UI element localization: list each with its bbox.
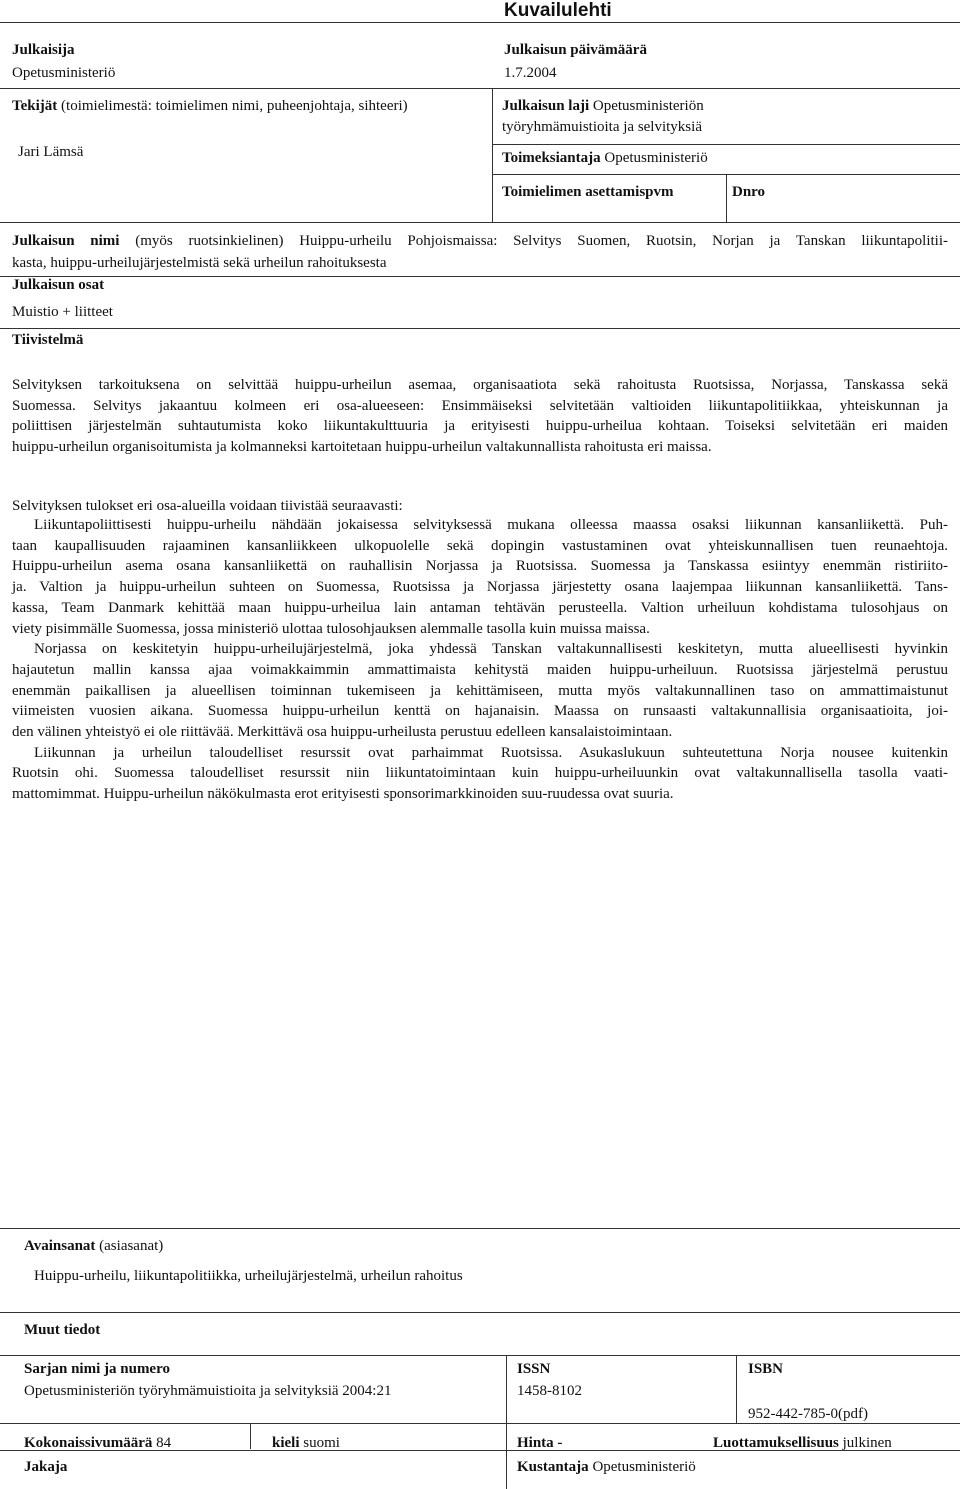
pub-name-line-1	[12, 233, 948, 250]
text-line: Norjassa on keskitetyin huippu-urheilujärjestelmä, joka yhdessä Tanskan valtakunnallisesti keskitetyn, mutta alueellisesti hyvinkin	[34, 641, 948, 658]
pub-name-label: Julkaisun nimi	[12, 233, 120, 249]
publisher-value: Opetusministeriö	[12, 65, 116, 81]
series-label: Sarjan nimi ja numero	[24, 1361, 170, 1377]
summary-intro: Selvityksen tulokset eri osa-alueilla voidaan tiivistää seuraavasti:	[12, 498, 403, 514]
keywords-label-row	[24, 1238, 163, 1255]
text-line: ja. Valtion ja huippu-urheilun suhteen on Suomessa, Ruotsissa ja Norjassa järjestetty osana laajempaa liikunnan kansanliikettä. Tans-	[12, 579, 948, 596]
publisher-bottom-row	[517, 1459, 696, 1476]
pages-label: Kokonaissivumäärä	[24, 1435, 153, 1451]
text-line: huippu-urheilun organisoitumista ja kolmanneksi kartoitetaan huippu-urheilun valtakunnallista rahoitusta eri maissa.	[12, 439, 712, 456]
divider	[492, 144, 960, 145]
publisher-label: Julkaisija	[12, 42, 75, 58]
other-info-label: Muut tiedot	[24, 1322, 101, 1338]
divider	[726, 174, 727, 222]
divider	[0, 328, 960, 329]
authors-label-rest: (toimielimestä: toimielimen nimi, puheenjohtaja, sihteeri)	[57, 98, 408, 114]
pub-date-value: 1.7.2004	[504, 65, 557, 81]
pub-name-text-2: kasta, huippu-urheilujärjestelmistä sekä urheilun rahoituksesta	[12, 255, 387, 271]
issn-value: 1458-8102	[517, 1383, 582, 1399]
pub-type-label: Julkaisun laji	[502, 98, 590, 114]
summary-paragraph-1	[12, 375, 948, 458]
parts-label: Julkaisun osat	[12, 277, 105, 293]
text-line: Huippu-urheilun asema osana kansanliikettä on rauhallisin Norjassa ja Ruotsissa. Suomessa ja Tanskassa esiintyy enemmän ristiriito-	[12, 558, 948, 575]
divider	[0, 1355, 960, 1356]
divider	[0, 22, 960, 23]
commissioner-row	[502, 150, 708, 167]
text-line: Suomessa. Selvitys jakaantuu kolmeen eri osa-alueeseen: Ensimmäiseksi selvitetään valtioiden liikuntapolitiikkaa, yhteiskunnan ja	[12, 397, 948, 414]
price-label: Hinta -	[517, 1435, 563, 1451]
text-line: mattomimmat. Huippu-urheilun näkökulmasta erot erityisesti sponsorimarkkinoiden suu-ruudessa ovat suuria.	[12, 786, 674, 803]
pub-date-label: Julkaisun päivämäärä	[504, 42, 647, 58]
text-line: den välinen yhteistyö ei ole riittävää. Merkittävä osa huippu-urheilusta perustuu edelleen kansalaistoimintaan.	[12, 724, 673, 741]
pub-name-text-1: (myös ruotsinkielinen) Huippu-urheilu Pohjoismaissa: Selvitys Suomen, Ruotsin, Norjan ja Tanskan liikuntapolitii-	[135, 233, 948, 249]
divider	[0, 88, 960, 89]
parts-value: Muistio + liitteet	[12, 304, 113, 320]
summary-label: Tiivistelmä	[12, 332, 84, 348]
confidentiality-label: Luottamuksellisuus	[713, 1435, 839, 1451]
text-line: Liikunnan ja urheilun taloudelliset resurssit ovat parhaimmat Ruotsissa. Asukaslukuun suhteutettuna Norja nousee kuitenkin	[34, 744, 948, 761]
publisher-bottom-label: Kustantaja	[517, 1459, 589, 1475]
text-line: poliittisen järjestelmän suhtautumista koko liikuntakulttuuria ja erityisesti huippu-urheilua kohtaan. Toiseksi selvitetään eri maiden	[12, 418, 948, 435]
divider	[0, 1423, 960, 1424]
text-line: Ruotsin ohi. Suomessa taloudelliset resurssit niin liikuntatoimintaan kuin huippu-urheiluunkin ovat valtakunnallisella tasolla vaati-	[12, 765, 948, 782]
dnro-label: Dnro	[732, 184, 766, 200]
divider	[736, 1355, 737, 1423]
authors-label	[12, 98, 408, 115]
body-date-label: Toimielimen asettamispvm	[502, 184, 674, 200]
divider	[492, 88, 493, 222]
text-line: viety pisimmälle Suomessa, jossa ministeriö ulottaa tulosohjauksen alemmalle tasolla kuin muissa maissa.	[12, 620, 650, 637]
divider	[0, 1450, 960, 1451]
commissioner-label: Toimeksiantaja	[502, 150, 601, 166]
publisher-bottom-value: Opetusministeriö	[592, 1459, 696, 1475]
text-line: kassa, Team Danmark kehittää maan huippu-urheilua lain antaman tehtävän perusteella. Valtion urheiluun kohdistama tulosohjaus on	[12, 599, 948, 616]
distributor-label: Jakaja	[24, 1459, 68, 1475]
text-line: Selvityksen tarkoituksena on selvittää huippu-urheilun asemaa, organisaatiota sekä rahoitusta Ruotsissa, Norjassa, Tanskassa sekä	[12, 377, 948, 393]
pub-type-row	[502, 98, 704, 115]
text-line: viimeisten vuosien aikana. Suomessa huippu-urheilun kenttä on hajanaisin. Maassa on runsaasti valtakunnallisia organisaatioita, joi-	[12, 703, 948, 720]
divider	[0, 1228, 960, 1229]
divider	[0, 222, 960, 223]
commissioner-value: Opetusministeriö	[604, 150, 708, 166]
divider	[250, 1423, 251, 1449]
text-line: taan kaupallisuuden rajaaminen kansanliikkeen ulkopuolelle sekä dopingin vastustaminen ovat yhteiskunnallisen tuen reunaehtoja.	[12, 537, 948, 554]
keywords-label-suffix: (asiasanat)	[99, 1238, 164, 1254]
keywords-value: Huippu-urheilu, liikuntapolitiikka, urheilujärjestelmä, urheilun rahoitus	[34, 1268, 463, 1284]
divider	[0, 276, 960, 277]
divider	[0, 1312, 960, 1313]
text-line: Liikuntapoliittisesti huippu-urheilu nähdään jokaisessa selvityksessä mukana olleessa maassa osaksi liikunnan kansanliikettä. Puh-	[34, 517, 948, 533]
authors-label-bold: Tekijät	[12, 98, 58, 114]
language-value: suomi	[303, 1435, 340, 1451]
divider	[506, 1355, 507, 1489]
text-line: hajautetun mallin kanssa ajaa voimakkaimmin ammattimaista kehitystä maiden huippu-urheiluun. Ruotsissa järjestelmä perustuu	[12, 661, 948, 678]
series-value: Opetusministeriön työryhmämuistioita ja selvityksiä 2004:21	[24, 1383, 392, 1399]
keywords-label: Avainsanat	[24, 1238, 96, 1254]
form-title: Kuvailulehti	[504, 0, 612, 21]
isbn-value: 952-442-785-0(pdf)	[748, 1406, 868, 1422]
pages-value: 84	[156, 1435, 172, 1451]
summary-paragraph-3	[12, 515, 948, 805]
authors-value: Jari Lämsä	[18, 144, 84, 160]
issn-label: ISSN	[517, 1361, 551, 1377]
language-label: kieli	[272, 1435, 300, 1451]
pub-type-value-2: työryhmämuistioita ja selvityksiä	[502, 119, 702, 135]
confidentiality-value: julkinen	[842, 1435, 892, 1451]
pub-type-value: Opetusministeriön	[592, 98, 704, 114]
text-line: enemmän paikallisen ja alueellisen toiminnan tukemiseen ja kehittämiseen, mutta myös valtakunnallinen taso on ammattimaistunut	[12, 682, 948, 699]
isbn-label: ISBN	[748, 1361, 784, 1377]
